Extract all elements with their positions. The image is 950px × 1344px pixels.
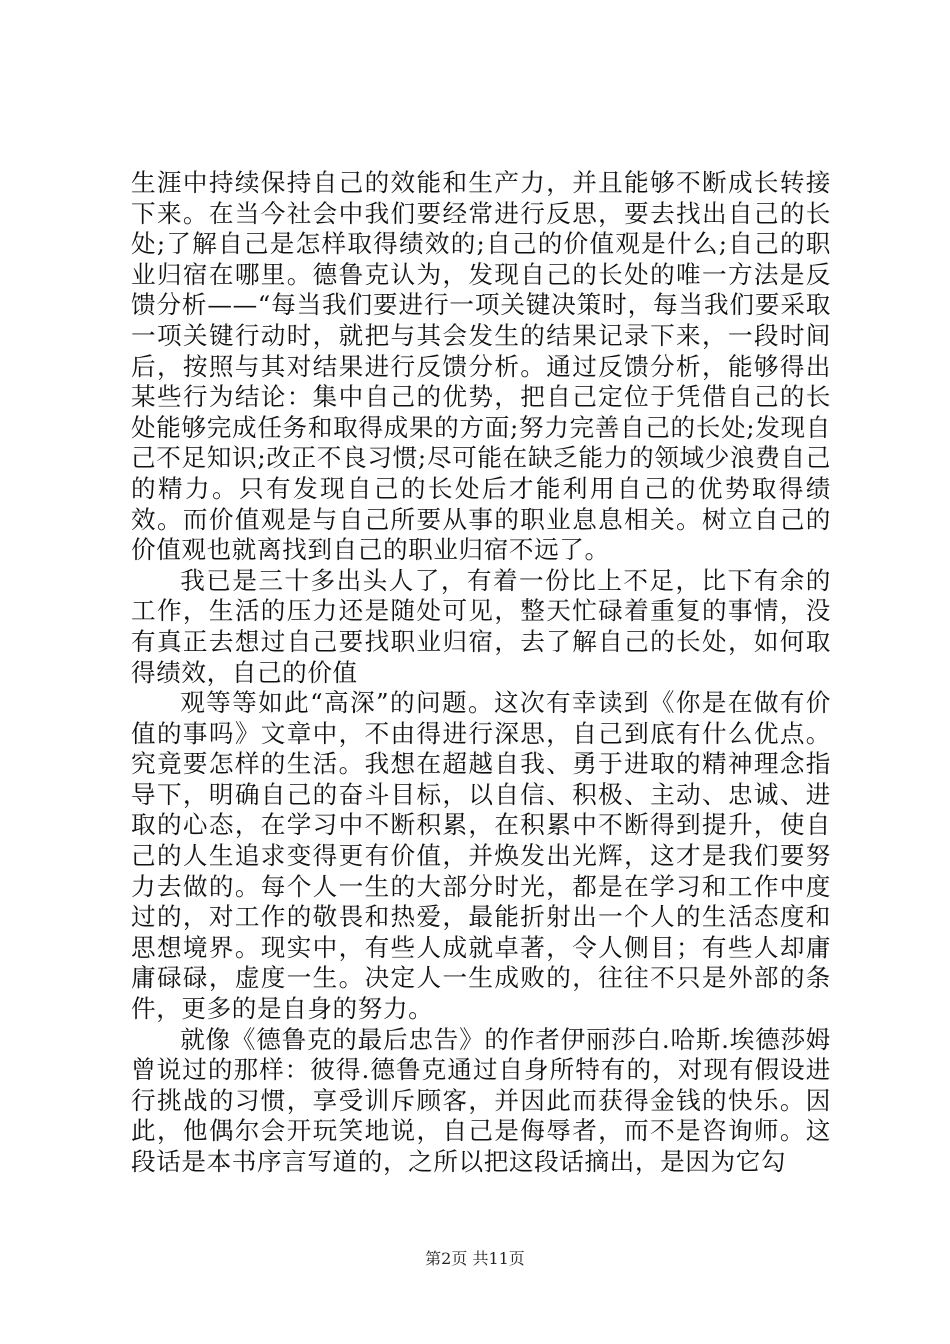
paragraph: 观等等如此“高深”的问题。这次有幸读到《你是在做有价值的事吗》文章中，不由得进行深思，自己到底有什么优点。究竟要怎样的生活。我想在超越自我、勇于进取的精神理念指导下，明确自己的奋斗目标，以自信、积极、主动、忠诚、进取的心态，在学习中不断积累，在积累中不断得到提升，使自己的人生追求变得更有价值，并焕发出光辉，这才是我们要努力去做的。每个人一生的大部分时光，都是在学习和工作中度过的，对工作的敬畏和热爱，最能折射出一个人的生活态度和思想境界。现实中，有些人成就卓著，令人侧目；有些人却庸庸碌碌，虚度一生。决定人一生成败的，往往不只是外部的条件，更多的是自身的努力。 bbox=[131, 688, 831, 1024]
paragraph: 就像《德鲁克的最后忠告》的作者伊丽莎白.哈斯.埃德莎姆曾说过的那样：彼得.德鲁克通过自身所特有的，对现有假设进行挑战的习惯，享受训斥顾客，并因此而获得金钱的快乐。因此，他偶尔会开玩笑地说，自己是侮辱者，而不是咨询师。这段话是本书序言写道的，之所以把这段话摘出，是因为它勾 bbox=[131, 1024, 831, 1176]
page-footer: 第2页 共11页 bbox=[425, 1249, 525, 1268]
paragraph-continued: 生涯中持续保持自己的效能和生产力，并且能够不断成长转接下来。在当今社会中我们要经常进行反思，要去找出自己的长处;了解自己是怎样取得绩效的;自己的价值观是什么;自己的职业归宿在哪里。德鲁克认为，发现自己的长处的唯一方法是反馈分析——“每当我们要进行一项关键决策时，每当我们要采取一项关键行动时，就把与其会发生的结果记录下来，一段时间后，按照与其对结果进行反馈分析。通过反馈分析，能够得出某些行为结论：集中自己的优势，把自己定位于凭借自己的长处能够完成任务和取得成果的方面;努力完善自己的长处;发现自己不足知识;改正不良习惯;尽可能在缺乏能力的领域少浪费自己的精力。只有发现自己的长处后才能利用自己的优势取得绩效。而价值观是与自己所要从事的职业息息相关。树立自己的价值观也就离找到自己的职业归宿不远了。 bbox=[131, 168, 831, 565]
document-body bbox=[131, 168, 831, 1178]
paragraph: 我已是三十多出头人了，有着一份比上不足，比下有余的工作，生活的压力还是随处可见，整天忙碌着重复的事情，没有真正去想过自己要找职业归宿，去了解自己的长处，如何取得绩效，自己的价值 bbox=[131, 565, 831, 687]
